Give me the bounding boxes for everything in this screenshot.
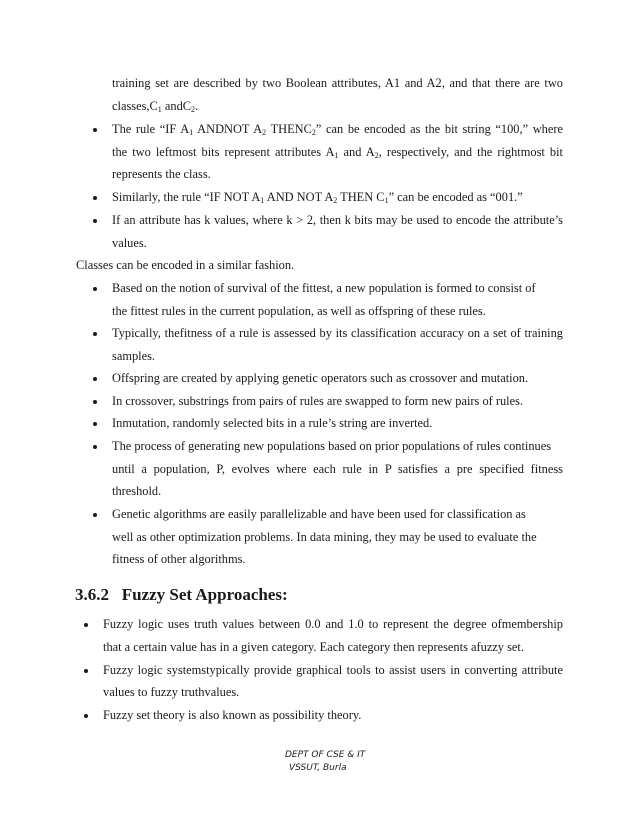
text-line: well as other optimization problems. In data mining, they may be used to evaluate the bbox=[112, 530, 537, 544]
bullet-icon bbox=[93, 128, 97, 132]
subscript: 1 bbox=[334, 151, 339, 160]
text-span: , respectively, and the rightmost bit bbox=[378, 145, 563, 159]
text-span: ” can be encoded as the bit string “100,” where bbox=[315, 122, 563, 136]
bullet-icon bbox=[84, 714, 88, 718]
bullet-icon bbox=[93, 513, 97, 517]
text-line: Inmutation, randomly selected bits in a rule’s string are inverted. bbox=[112, 416, 433, 430]
text-line: Offspring are created by applying genetic operators such as crossover and mutation. bbox=[112, 371, 529, 385]
text-line: training set are described by two Boolean attributes, A1 and A2, and that there are two bbox=[112, 76, 563, 90]
footer-dept: DEPT OF CSE & IT bbox=[285, 750, 366, 760]
text-span: . bbox=[195, 99, 199, 113]
text-line: fitness of other algorithms. bbox=[112, 552, 246, 566]
bullet-icon bbox=[93, 196, 97, 200]
text-line: Fuzzy logic systemstypically provide graphical tools to assist users in converting attribute bbox=[103, 663, 563, 677]
subscript: 1 bbox=[157, 105, 162, 114]
bullet-icon bbox=[93, 400, 97, 404]
text-span: ” can be encoded as “001.” bbox=[388, 190, 523, 204]
text-line bbox=[112, 144, 563, 160]
text-line: In crossover, substrings from pairs of rules are swapped to form new pairs of rules. bbox=[112, 394, 524, 408]
section-heading: 3.6.2 Fuzzy Set Approaches: bbox=[75, 585, 288, 604]
bullet-icon bbox=[93, 219, 97, 223]
text-line: The process of generating new populations based on prior populations of rules continues bbox=[112, 439, 552, 453]
bullet-icon bbox=[93, 377, 97, 381]
text-line: Genetic algorithms are easily parallelizable and have been used for classification as bbox=[112, 507, 526, 521]
subscript: 2 bbox=[374, 151, 379, 160]
text-span: The rule “IF A bbox=[112, 122, 190, 136]
text-line bbox=[112, 121, 563, 137]
text-line: Fuzzy logic uses truth values between 0.0 and 1.0 to represent the degree ofmembership bbox=[103, 617, 563, 631]
text-span: andC bbox=[161, 99, 192, 113]
bullet-icon bbox=[93, 287, 97, 291]
footer-location: VSSUT, Burla bbox=[289, 763, 347, 773]
bullet-icon bbox=[93, 445, 97, 449]
subscript: 1 bbox=[189, 128, 194, 137]
text-span: THENC bbox=[266, 122, 312, 136]
subscript: 2 bbox=[191, 105, 196, 114]
text-line: until a population, P, evolves where each rule in P satisfies a pre specified fitness bbox=[112, 462, 563, 476]
text-line bbox=[112, 189, 523, 205]
text-line: Classes can be encoded in a similar fashion. bbox=[76, 258, 295, 272]
text-span: Similarly, the rule “IF NOT A bbox=[112, 190, 261, 204]
subscript: 2 bbox=[333, 196, 338, 205]
text-line: threshold. bbox=[112, 484, 162, 498]
text-line: Based on the notion of survival of the fittest, a new population is formed to consist of bbox=[112, 281, 536, 295]
subscript: 1 bbox=[384, 196, 389, 205]
text-line: values to fuzzy truthvalues. bbox=[103, 685, 240, 699]
text-line: Fuzzy set theory is also known as possibility theory. bbox=[103, 708, 362, 722]
subscript: 2 bbox=[311, 128, 316, 137]
text-line: that a certain value has in a given category. Each category then represents afuzzy set. bbox=[103, 640, 524, 654]
subscript: 1 bbox=[260, 196, 265, 205]
bullet-icon bbox=[93, 422, 97, 426]
bullet-icon bbox=[93, 332, 97, 336]
bullet-icon bbox=[84, 623, 88, 627]
bullet-icon bbox=[84, 669, 88, 673]
subscript: 2 bbox=[262, 128, 267, 137]
text-line: the fittest rules in the current population, as well as offspring of these rules. bbox=[112, 304, 486, 318]
text-line: Typically, thefitness of a rule is assessed by its classification accuracy on a set of training bbox=[112, 326, 563, 340]
text-line: samples. bbox=[112, 349, 156, 363]
text-span: AND NOT A bbox=[264, 190, 334, 204]
text-line bbox=[112, 98, 198, 114]
text-span: ANDNOT A bbox=[193, 122, 263, 136]
text-line: represents the class. bbox=[112, 167, 211, 181]
text-span: classes,C bbox=[112, 99, 158, 113]
text-span: the two leftmost bits represent attributes A bbox=[112, 145, 335, 159]
text-line: If an attribute has k values, where k > 2, then k bits may be used to encode the attribute’s bbox=[112, 213, 563, 227]
text-line: values. bbox=[112, 236, 147, 250]
text-span: and A bbox=[338, 145, 375, 159]
text-span: THEN C bbox=[337, 190, 385, 204]
